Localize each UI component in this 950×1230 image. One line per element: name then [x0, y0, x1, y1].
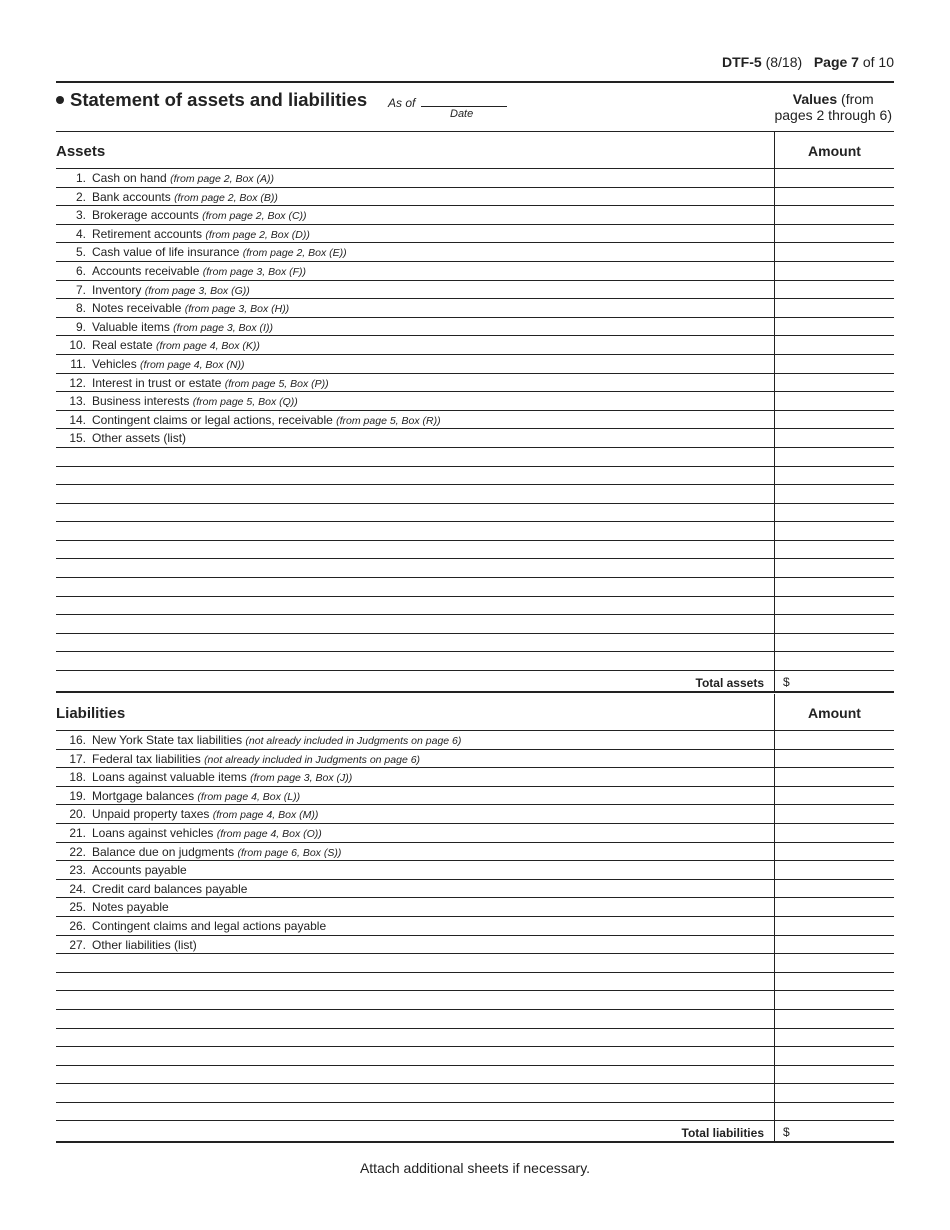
assets-section	[56, 132, 894, 693]
line-text: Mortgage balances	[92, 788, 195, 803]
liabilities-blank-row[interactable]	[56, 1047, 894, 1066]
line-number: 2.	[75, 189, 86, 204]
assets-amount-field[interactable]	[774, 225, 894, 243]
liabilities-section	[56, 694, 894, 1143]
liabilities-blank-row[interactable]	[56, 954, 894, 973]
line-note: (from page 3, Box (H))	[184, 303, 290, 316]
line-note: (not already included in Judgments on page 6)	[245, 735, 462, 747]
footer-note: Attach additional sheets if necessary.	[359, 1160, 591, 1176]
liabilities-amount-field[interactable]	[774, 768, 894, 786]
liabilities-line-label	[56, 938, 197, 952]
liabilities-amount-field[interactable]	[774, 936, 894, 954]
page-label: Page 7	[813, 54, 859, 70]
assets-row	[56, 429, 894, 448]
assets-amount-field[interactable]	[774, 299, 894, 317]
line-number: 16.	[69, 733, 86, 747]
form-code: DTF-5	[722, 54, 762, 70]
line-number: 22.	[69, 844, 86, 859]
line-number: 14.	[69, 412, 86, 427]
assets-line-label	[56, 338, 260, 352]
liabilities-line-label	[56, 919, 326, 933]
liabilities-row	[56, 750, 894, 769]
liabilities-line-label	[56, 770, 352, 784]
liabilities-amount-field[interactable]	[774, 973, 894, 991]
assets-amount-field[interactable]	[774, 485, 894, 503]
liabilities-row	[56, 861, 894, 880]
line-text: Federal tax liabilities	[92, 751, 201, 766]
line-number: 13.	[69, 394, 86, 409]
assets-row	[56, 336, 894, 355]
assets-row	[56, 355, 894, 374]
total-assets-label: Total assets	[695, 676, 764, 691]
assets-line-label	[56, 413, 441, 427]
line-number: 19.	[69, 788, 86, 803]
assets-line-label	[56, 227, 310, 241]
assets-blank-row[interactable]	[56, 578, 894, 597]
line-number: 27.	[69, 937, 86, 952]
assets-amount-header: Amount	[774, 132, 894, 168]
assets-amount-field[interactable]	[774, 318, 894, 336]
line-number: 12.	[69, 375, 86, 390]
assets-amount-field[interactable]	[774, 634, 894, 652]
assets-line-label	[56, 264, 306, 278]
as-of-label: As of	[388, 96, 416, 110]
assets-amount-field[interactable]	[774, 188, 894, 206]
line-number: 21.	[69, 825, 86, 840]
assets-row	[56, 188, 894, 207]
line-number: 18.	[69, 770, 86, 785]
assets-row	[56, 392, 894, 411]
assets-amount-field[interactable]	[774, 374, 894, 392]
liabilities-line-label	[56, 752, 420, 766]
assets-amount-field[interactable]	[774, 597, 894, 615]
assets-blank-row[interactable]	[56, 467, 894, 486]
assets-blank-row[interactable]	[56, 541, 894, 560]
liabilities-row	[56, 731, 894, 750]
total-liabilities-dollar: $	[783, 1125, 790, 1140]
assets-amount-field[interactable]	[774, 578, 894, 596]
assets-amount-field[interactable]	[774, 467, 894, 485]
liabilities-line-label	[56, 733, 461, 747]
line-text: Balance due on judgments	[92, 844, 235, 859]
line-note: (from page 3, Box (I))	[173, 321, 273, 334]
liabilities-amount-field[interactable]	[774, 880, 894, 898]
assets-line-label	[56, 245, 347, 259]
liabilities-title: Liabilities	[56, 705, 126, 722]
liabilities-blank-row[interactable]	[56, 1029, 894, 1048]
assets-header	[56, 132, 894, 169]
total-assets-field[interactable]	[774, 671, 894, 691]
assets-row	[56, 262, 894, 281]
line-text: Real estate	[92, 338, 153, 353]
liabilities-amount-field[interactable]	[774, 954, 894, 972]
assets-blank-row[interactable]	[56, 522, 894, 541]
liabilities-blank-row[interactable]	[56, 1066, 894, 1085]
liabilities-row	[56, 805, 894, 824]
assets-row	[56, 318, 894, 337]
assets-row	[56, 411, 894, 430]
line-text: Cash on hand	[92, 171, 167, 185]
liabilities-amount-field[interactable]	[774, 787, 894, 805]
liabilities-amount-field[interactable]	[774, 1010, 894, 1028]
assets-blank-row[interactable]	[56, 559, 894, 578]
line-number: 7.	[75, 282, 86, 297]
values-line2: pages 2 through 6)	[774, 107, 892, 123]
line-text: Other liabilities (list)	[92, 937, 197, 952]
line-text: Inventory	[92, 282, 142, 297]
total-assets-dollar: $	[783, 675, 790, 690]
assets-row	[56, 374, 894, 393]
liabilities-line-label	[56, 882, 247, 896]
liabilities-amount-field[interactable]	[774, 843, 894, 861]
liabilities-amount-field[interactable]	[774, 917, 894, 935]
line-note: (from page 4, Box (L))	[197, 790, 301, 803]
assets-amount-field[interactable]	[774, 262, 894, 280]
liabilities-rows	[56, 731, 894, 1121]
title-text: Statement of assets and liabilities	[70, 89, 368, 110]
line-text: Brokerage accounts	[92, 208, 199, 223]
liabilities-blank-row[interactable]	[56, 1103, 894, 1122]
line-text: Bank accounts	[92, 189, 171, 204]
line-text: Loans against vehicles	[92, 825, 214, 840]
liabilities-row	[56, 898, 894, 917]
liabilities-row	[56, 768, 894, 787]
assets-amount-field[interactable]	[774, 169, 894, 187]
assets-blank-row[interactable]	[56, 504, 894, 523]
assets-blank-row[interactable]	[56, 485, 894, 504]
line-number: 8.	[75, 301, 86, 316]
line-note: (from page 2, Box (C))	[202, 210, 307, 223]
line-text: Retirement accounts	[92, 226, 203, 241]
assets-amount-field[interactable]	[774, 355, 894, 373]
line-text: Contingent claims and legal actions payable	[92, 918, 327, 933]
line-number: 24.	[69, 881, 86, 896]
assets-line-label	[56, 394, 298, 408]
date-label: Date	[450, 108, 474, 120]
assets-line-label	[56, 190, 278, 204]
liabilities-amount-field[interactable]	[774, 750, 894, 768]
line-text: Credit card balances payable	[92, 881, 248, 896]
assets-amount-field[interactable]	[774, 559, 894, 577]
line-note: (from page 4, Box (M))	[212, 809, 319, 822]
line-text: Notes receivable	[92, 301, 182, 316]
date-field[interactable]	[421, 106, 507, 107]
liabilities-header	[56, 694, 894, 731]
line-text: Cash value of life insurance	[92, 245, 240, 260]
line-number: 20.	[69, 807, 86, 822]
liabilities-amount-field[interactable]	[774, 1066, 894, 1084]
line-note: (from page 2, Box (B))	[174, 191, 278, 204]
line-note: (from page 2, Box (D))	[205, 228, 310, 241]
line-note: (from page 3, Box (G))	[144, 284, 250, 297]
assets-blank-row[interactable]	[56, 448, 894, 467]
line-text: Notes payable	[92, 900, 169, 915]
page-of: of 10	[862, 54, 894, 70]
line-note: (from page 4, Box (N))	[140, 358, 245, 371]
liabilities-row	[56, 824, 894, 843]
assets-amount-field[interactable]	[774, 281, 894, 299]
liabilities-line-label	[56, 789, 300, 803]
liabilities-row	[56, 880, 894, 899]
line-number: 25.	[69, 900, 86, 915]
assets-row	[56, 225, 894, 244]
line-text: Contingent claims or legal actions, receivable	[92, 412, 333, 427]
liabilities-line-label	[56, 900, 169, 914]
assets-blank-row[interactable]	[56, 615, 894, 634]
assets-line-label	[56, 357, 245, 371]
line-note: (from page 4, Box (K))	[156, 340, 260, 353]
assets-rows	[56, 169, 894, 671]
line-number: 15.	[69, 431, 86, 446]
line-number: 3.	[75, 208, 86, 223]
line-text: Business interests	[92, 394, 190, 409]
assets-blank-row[interactable]	[56, 652, 894, 671]
form-id	[722, 54, 894, 70]
assets-amount-field[interactable]	[774, 336, 894, 354]
form-date: (8/18)	[765, 54, 803, 70]
liabilities-amount-field[interactable]	[774, 861, 894, 879]
assets-amount-field[interactable]	[774, 429, 894, 447]
line-text: Valuable items	[92, 319, 170, 334]
line-text: Interest in trust or estate	[92, 375, 222, 390]
line-number: 6.	[75, 263, 86, 278]
values-header	[774, 91, 892, 123]
assets-title: Assets	[56, 143, 106, 160]
liabilities-amount-field[interactable]	[774, 1103, 894, 1121]
line-text: Other assets (list)	[92, 431, 187, 446]
line-number: 11.	[70, 356, 86, 371]
line-note: (from page 2, Box (A))	[170, 173, 274, 185]
line-text: Accounts payable	[92, 863, 187, 878]
assets-row	[56, 281, 894, 300]
total-liabilities-field[interactable]	[774, 1121, 894, 1141]
line-note: (from page 3, Box (J))	[250, 772, 353, 785]
liabilities-amount-field[interactable]	[774, 1084, 894, 1102]
liabilities-line-label	[56, 863, 187, 877]
line-number: 9.	[75, 319, 86, 334]
line-text: Unpaid property taxes	[92, 807, 210, 822]
line-number: 17.	[69, 751, 86, 766]
line-text: Accounts receivable	[92, 263, 200, 278]
assets-blank-row[interactable]	[56, 634, 894, 653]
line-note: (from page 3, Box (F))	[202, 265, 307, 278]
assets-line-label	[56, 301, 289, 315]
line-note: (from page 6, Box (S))	[237, 846, 342, 859]
total-liabilities-label: Total liabilities	[681, 1126, 764, 1141]
liabilities-amount-field[interactable]	[774, 731, 894, 749]
liabilities-row	[56, 843, 894, 862]
liabilities-line-label	[56, 807, 318, 821]
liabilities-amount-field[interactable]	[774, 805, 894, 823]
assets-line-label	[56, 320, 273, 334]
assets-line-label	[56, 431, 186, 445]
assets-amount-field[interactable]	[774, 522, 894, 540]
line-note: (from page 5, Box (R))	[336, 414, 441, 427]
line-number: 1.	[75, 171, 86, 185]
values-bold: Values	[792, 91, 838, 107]
line-number: 26.	[69, 918, 86, 933]
page-title	[56, 89, 367, 111]
line-number: 23.	[69, 863, 86, 878]
assets-row	[56, 206, 894, 225]
assets-amount-field[interactable]	[774, 541, 894, 559]
liabilities-amount-field[interactable]	[774, 1047, 894, 1065]
liabilities-amount-field[interactable]	[774, 898, 894, 916]
liabilities-amount-header: Amount	[774, 694, 894, 730]
total-liabilities-row	[56, 1121, 894, 1143]
line-note: (from page 5, Box (Q))	[192, 396, 298, 409]
liabilities-blank-row[interactable]	[56, 1010, 894, 1029]
total-assets-row	[56, 671, 894, 693]
line-number: 4.	[75, 226, 86, 241]
assets-amount-field[interactable]	[774, 615, 894, 633]
liabilities-row	[56, 936, 894, 955]
assets-amount-field[interactable]	[774, 652, 894, 670]
line-note: (from page 4, Box (O))	[216, 827, 322, 840]
assets-line-label	[56, 376, 329, 390]
line-text: Vehicles	[92, 356, 137, 371]
line-number: 5.	[75, 245, 86, 260]
liabilities-line-label	[56, 845, 341, 859]
line-note: (not already included in Judgments on page 6)	[204, 753, 421, 766]
assets-row	[56, 169, 894, 188]
line-text: Loans against valuable items	[92, 770, 247, 785]
assets-line-label	[56, 171, 274, 185]
line-note: (from page 2, Box (E))	[242, 247, 347, 260]
liabilities-amount-field[interactable]	[774, 824, 894, 842]
line-note: (from page 5, Box (P))	[224, 377, 329, 390]
line-number: 10.	[69, 338, 86, 353]
values-rest: (from	[841, 91, 874, 107]
assets-line-label	[56, 208, 307, 222]
line-text: New York State tax liabilities	[92, 733, 243, 747]
bullet-icon	[56, 96, 64, 104]
liabilities-blank-row[interactable]	[56, 973, 894, 992]
assets-row	[56, 243, 894, 262]
assets-amount-field[interactable]	[774, 206, 894, 224]
assets-line-label	[56, 283, 250, 297]
liabilities-amount-field[interactable]	[774, 1029, 894, 1047]
assets-amount-field[interactable]	[774, 448, 894, 466]
assets-amount-field[interactable]	[774, 504, 894, 522]
liabilities-row	[56, 787, 894, 806]
assets-amount-field[interactable]	[774, 411, 894, 429]
liabilities-blank-row[interactable]	[56, 1084, 894, 1103]
assets-row	[56, 299, 894, 318]
liabilities-blank-row[interactable]	[56, 991, 894, 1010]
liabilities-row	[56, 917, 894, 936]
liabilities-line-label	[56, 826, 322, 840]
assets-amount-field[interactable]	[774, 392, 894, 410]
title-rule	[56, 81, 894, 83]
assets-amount-field[interactable]	[774, 243, 894, 261]
assets-blank-row[interactable]	[56, 597, 894, 616]
liabilities-amount-field[interactable]	[774, 991, 894, 1009]
